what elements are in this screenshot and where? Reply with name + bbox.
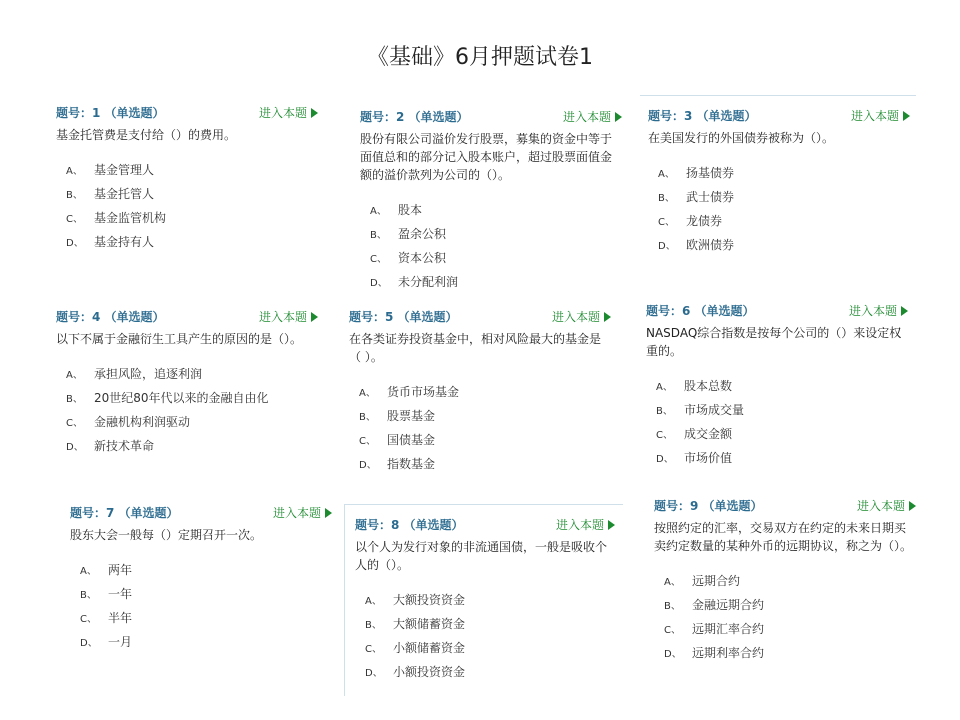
- arrow-right-icon: [604, 312, 611, 322]
- option-a[interactable]: A、 股本: [370, 203, 423, 217]
- enter-question-link[interactable]: [849, 302, 908, 319]
- enter-question-link[interactable]: [556, 516, 615, 533]
- option-a[interactable]: A、 大额投资资金: [365, 593, 466, 607]
- enter-question-label: 进入本题: [272, 506, 321, 520]
- option-b[interactable]: B、 市场成交量: [656, 403, 745, 417]
- question-card-6: [646, 302, 908, 470]
- options-list: [646, 374, 908, 470]
- arrow-right-icon: [608, 520, 615, 530]
- enter-question-label: 进入本题: [258, 310, 307, 324]
- option-a[interactable]: A、 两年: [80, 563, 133, 577]
- enter-question-label: 进入本题: [562, 110, 611, 124]
- arrow-right-icon: [903, 111, 910, 121]
- option-d[interactable]: D、 指数基金: [359, 457, 436, 471]
- question-number: 题号：5 （单选题）: [349, 310, 458, 324]
- enter-question-label: 进入本题: [555, 518, 604, 532]
- question-text: NASDAQ综合指数是按每个公司的（）来设定权重的。: [646, 326, 902, 358]
- question-number: 题号：1 （单选题）: [56, 106, 165, 120]
- enter-question-label: 进入本题: [551, 310, 600, 324]
- options-list: [70, 558, 332, 654]
- question-text: 按照约定的汇率，交易双方在约定的未来日期买卖约定数量的某种外币的远期协议，称之为（）。: [654, 521, 913, 553]
- question-text: 以下不属于金融衍生工具产生的原因的是（）。: [56, 332, 303, 346]
- question-number: 题号：4 （单选题）: [56, 310, 165, 324]
- options-list: [355, 588, 615, 684]
- option-a[interactable]: A、 股本总数: [656, 379, 733, 393]
- enter-question-link[interactable]: [259, 104, 318, 121]
- option-b[interactable]: B、 基金托管人: [66, 187, 155, 201]
- enter-question-link[interactable]: [552, 308, 611, 325]
- option-d[interactable]: D、 一月: [80, 635, 133, 649]
- arrow-right-icon: [615, 112, 622, 122]
- option-c[interactable]: C、 龙债券: [658, 214, 723, 228]
- question-number: 题号：3 （单选题）: [648, 109, 757, 123]
- option-a[interactable]: A、 货币市场基金: [359, 385, 460, 399]
- enter-question-label: 进入本题: [258, 106, 307, 120]
- question-card-5: [349, 308, 611, 476]
- arrow-right-icon: [311, 108, 318, 118]
- option-b[interactable]: B、 股票基金: [359, 409, 436, 423]
- options-list: [360, 198, 622, 294]
- enter-question-link[interactable]: [851, 107, 910, 124]
- option-a[interactable]: A、 远期合约: [664, 574, 741, 588]
- enter-question-label: 进入本题: [848, 304, 897, 318]
- option-d[interactable]: D、 未分配利润: [370, 275, 459, 289]
- question-text: 在美国发行的外国债券被称为（）。: [648, 131, 835, 145]
- arrow-right-icon: [325, 508, 332, 518]
- option-d[interactable]: D、 新技术革命: [66, 439, 155, 453]
- arrow-right-icon: [311, 312, 318, 322]
- question-text: 在各类证券投资基金中，相对风险最大的基金是（ ）。: [349, 332, 602, 364]
- question-number: 题号：2 （单选题）: [360, 110, 469, 124]
- enter-question-link[interactable]: [563, 108, 622, 125]
- question-text: 股东大会一般每（）定期召开一次。: [70, 528, 263, 542]
- option-a[interactable]: A、 扬基债券: [658, 166, 735, 180]
- option-c[interactable]: C、 半年: [80, 611, 133, 625]
- page-title: 《基础》6月押题试卷1: [367, 45, 593, 70]
- option-d[interactable]: D、 市场价值: [656, 451, 733, 465]
- question-text: 基金托管费是支付给（）的费用。: [56, 128, 237, 142]
- question-card-8: [344, 504, 623, 696]
- enter-question-link[interactable]: [857, 497, 916, 514]
- options-list: [654, 569, 916, 665]
- option-c[interactable]: C、 基金监管机构: [66, 211, 167, 225]
- option-b[interactable]: B、 武士债券: [658, 190, 735, 204]
- option-d[interactable]: D、 欧洲债券: [658, 238, 735, 252]
- question-number: 题号：9 （单选题）: [654, 499, 763, 513]
- option-b[interactable]: B、 一年: [80, 587, 133, 601]
- option-b[interactable]: B、 盈余公积: [370, 227, 447, 241]
- option-b[interactable]: B、 金融远期合约: [664, 598, 765, 612]
- option-b[interactable]: B、 大额储蓄资金: [365, 617, 466, 631]
- question-card-7: [70, 504, 332, 654]
- option-b[interactable]: B、 20世纪80年代以来的金融自由化: [66, 391, 269, 405]
- options-list: [648, 161, 910, 257]
- enter-question-label: 进入本题: [856, 499, 905, 513]
- option-c[interactable]: C、 金融机构利润驱动: [66, 415, 191, 429]
- option-a[interactable]: A、 承担风险，追逐利润: [66, 367, 203, 381]
- option-c[interactable]: C、 远期汇率合约: [664, 622, 765, 636]
- question-number: 题号：8 （单选题）: [355, 518, 464, 532]
- question-text: 股份有限公司溢价发行股票，募集的资金中等于面值总和的部分记入股本账户，超过股票面值金额的溢价款列为公司的（）。: [360, 132, 613, 182]
- question-number: 题号：7 （单选题）: [70, 506, 179, 520]
- enter-question-label: 进入本题: [850, 109, 899, 123]
- question-number: 题号：6 （单选题）: [646, 304, 755, 318]
- arrow-right-icon: [909, 501, 916, 511]
- option-d[interactable]: D、 小额投资资金: [365, 665, 466, 679]
- option-a[interactable]: A、 基金管理人: [66, 163, 155, 177]
- options-list: [56, 362, 318, 458]
- option-c[interactable]: C、 小额储蓄资金: [365, 641, 466, 655]
- option-c[interactable]: C、 国债基金: [359, 433, 436, 447]
- question-card-1: [56, 104, 318, 254]
- options-list: [349, 380, 611, 476]
- option-d[interactable]: D、 远期利率合约: [664, 646, 765, 660]
- arrow-right-icon: [901, 306, 908, 316]
- options-list: [56, 158, 318, 254]
- question-card-2: [360, 108, 622, 294]
- question-text: 以个人为发行对象的非流通国债，一般是吸收个人的（）。: [355, 540, 608, 572]
- option-c[interactable]: C、 资本公积: [370, 251, 447, 265]
- option-c[interactable]: C、 成交金额: [656, 427, 733, 441]
- question-card-9: [654, 497, 916, 665]
- enter-question-link[interactable]: [259, 308, 318, 325]
- option-d[interactable]: D、 基金持有人: [66, 235, 155, 249]
- enter-question-link[interactable]: [273, 504, 332, 521]
- question-card-3: [640, 95, 916, 257]
- question-card-4: [56, 308, 318, 458]
